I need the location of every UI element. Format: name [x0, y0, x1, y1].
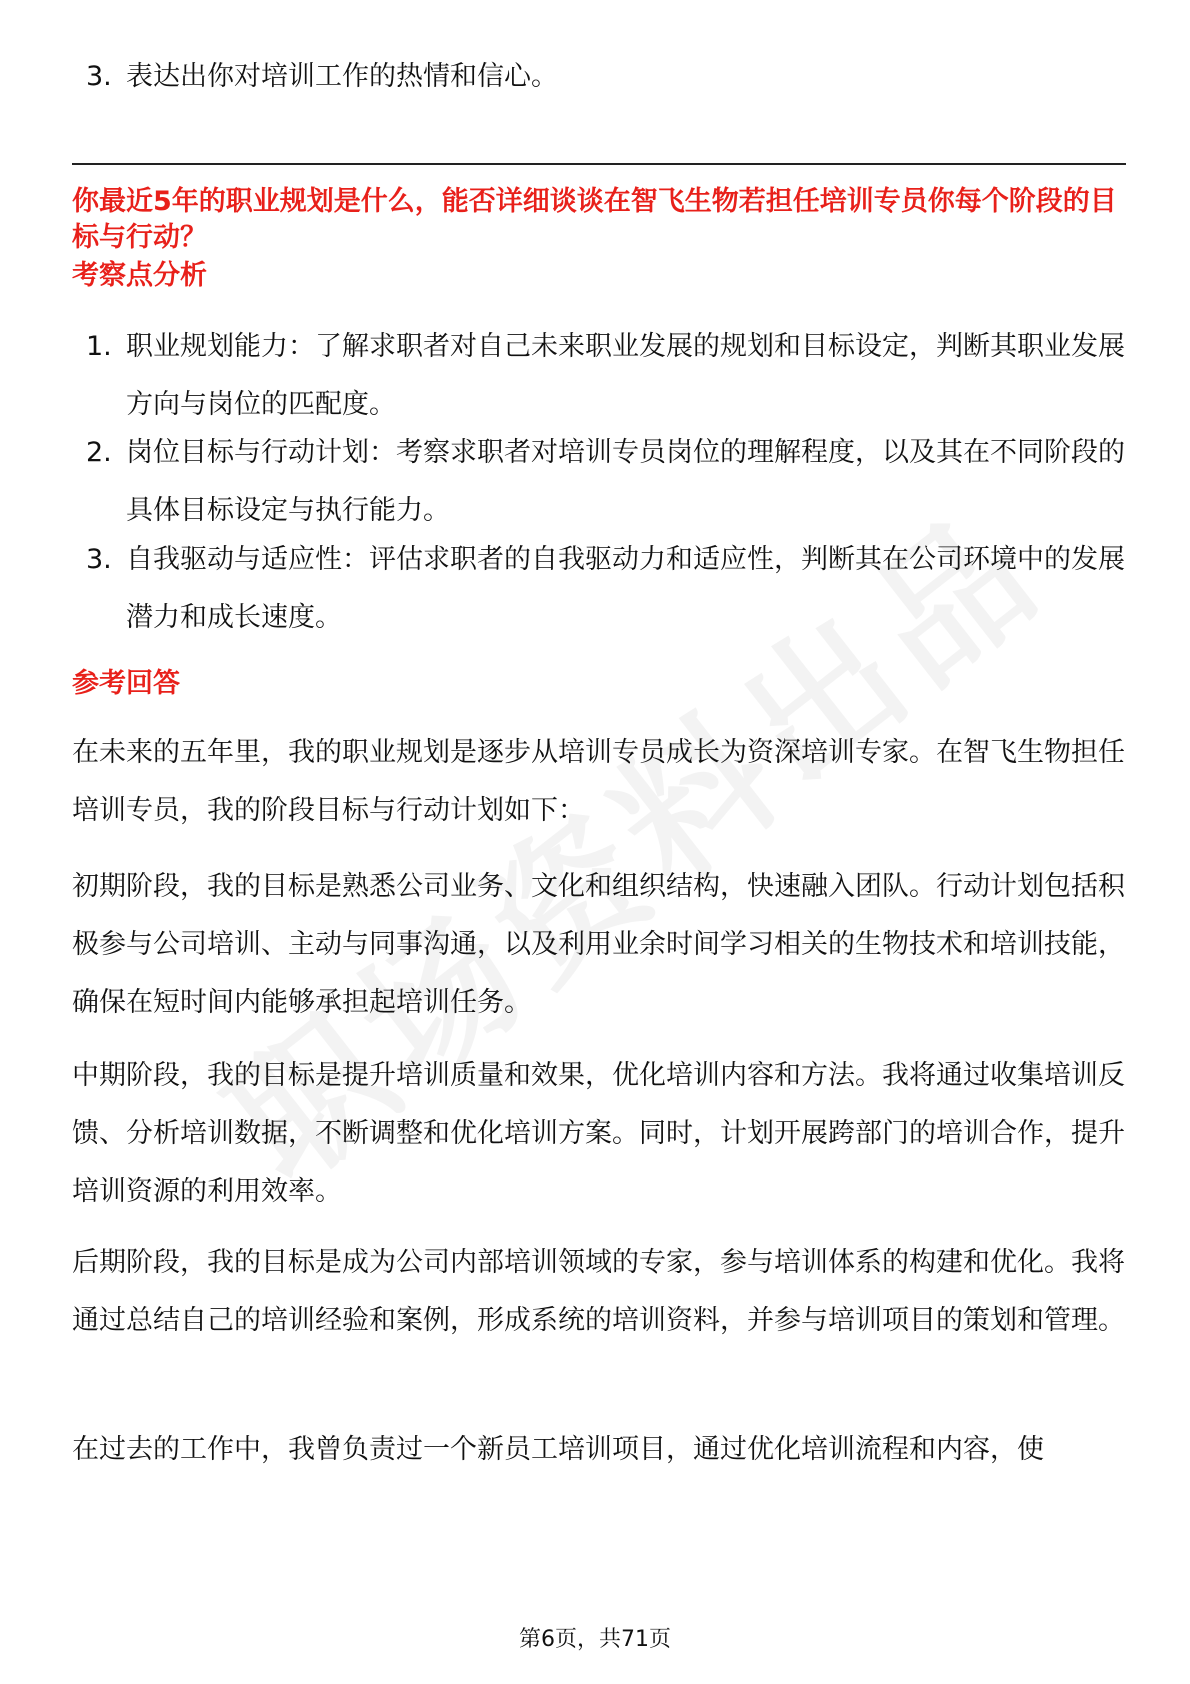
answer-paragraph: 后期阶段，我的目标是成为公司内部培训领域的专家，参与培训体系的构建和优化。我将通过总结自己的培训经验和案例，形成系统的培训资料，并参与培训项目的策划和管理。	[72, 1247, 1125, 1336]
answer-paragraph: 在过去的工作中，我曾负责过一个新员工培训项目，通过优化培训流程和内容，使	[72, 1434, 1044, 1465]
analysis-item	[86, 424, 1126, 540]
list-item-text: 职业规划能力：了解求职者对自己未来职业发展的规划和目标设定，判断其职业发展方向与岗位的匹配度。	[126, 331, 1125, 420]
list-item-text: 表达出你对培训工作的热情和信心。	[126, 61, 558, 92]
answer-heading: 参考回答	[72, 668, 180, 699]
list-item-text: 岗位目标与行动计划：考察求职者对培训专员岗位的理解程度，以及其在不同阶段的具体目标设定与执行能力。	[126, 437, 1125, 526]
analysis-item	[86, 318, 1126, 434]
list-item-number: 1.	[86, 331, 112, 362]
answer-paragraph: 在未来的五年里，我的职业规划是逐步从培训专员成长为资深培训专家。在智飞生物担任培训专员，我的阶段目标与行动计划如下：	[72, 737, 1125, 826]
analysis-item	[86, 531, 1126, 647]
page-footer: 第6页，共71页	[519, 1627, 671, 1652]
answer-paragraph: 初期阶段，我的目标是熟悉公司业务、文化和组织结构，快速融入团队。行动计划包括积极参与公司培训、主动与同事沟通，以及利用业余时间学习相关的生物技术和培训技能，确保在短时间内能够承担起培训任务。	[72, 871, 1125, 1018]
answer-paragraph: 中期阶段，我的目标是提升培训质量和效果，优化培训内容和方法。我将通过收集培训反馈、分析培训数据，不断调整和优化培训方案。同时，计划开展跨部门的培训合作，提升培训资源的利用效率。	[72, 1060, 1125, 1207]
list-item-number: 2.	[86, 437, 112, 468]
section-divider	[72, 163, 1126, 165]
list-item-number: 3.	[86, 544, 112, 575]
question-title: 你最近5年的职业规划是什么，能否详细谈谈在智飞生物若担任培训专员你每个阶段的目标与行动？	[72, 186, 1117, 253]
list-item	[86, 48, 1126, 106]
analysis-heading: 考察点分析	[72, 260, 207, 291]
list-item-number: 3.	[86, 61, 112, 92]
list-item-text: 自我驱动与适应性：评估求职者的自我驱动力和适应性，判断其在公司环境中的发展潜力和成长速度。	[126, 544, 1125, 633]
